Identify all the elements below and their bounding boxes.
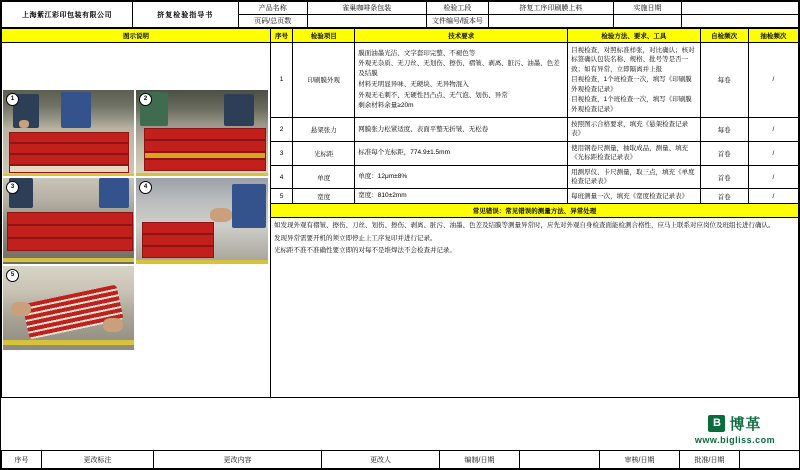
document-footer <box>1 450 800 469</box>
col-header-self-freq: 自检频次 <box>700 29 748 43</box>
footer-cell-reviewed: 审核/日期 <box>600 451 680 469</box>
photo-3 <box>2 177 135 265</box>
photo-panel <box>2 43 271 398</box>
row-3-item: 光标距 <box>293 141 355 165</box>
col-header-item: 检验项目 <box>293 29 355 43</box>
row-1-patrol-freq: / <box>748 43 798 118</box>
notes-body <box>271 218 799 398</box>
footer-cell-changer: 更改人 <box>322 451 440 469</box>
document-title: 挤复检验指导书 <box>133 2 239 28</box>
photo-badge-1: 1 <box>6 93 19 106</box>
row-1-method-3: 目视检查，1个班检查一次，填写《印刷膜外观检查记录》 <box>571 96 692 113</box>
row-4-self-freq: 首卷 <box>700 165 748 189</box>
col-header-method: 检验方法、要求、工具 <box>568 29 700 43</box>
row-1-req-2: 外观无杂质、无刀丝、无划伤、擦伤、褶皱、剥离、脏污、油墨、色差及结膜 <box>358 60 560 78</box>
company-name: 上海紫江彩印包装有限公司 <box>2 2 133 28</box>
label-product-name: 产品名称 <box>238 2 307 15</box>
row-3-patrol-freq: / <box>748 141 798 165</box>
notes-line-3: 光标距不准不准确性要立即的对每不是堆焊法不会检查并记录。 <box>274 246 456 254</box>
logo-url: www.bigliss.com <box>694 435 776 445</box>
row-3-methods: 使用钢卷尺测量，抽取成品，测量、填充《光标距检查记录表》 <box>568 141 700 165</box>
col-header-photos: 图示说明 <box>2 29 271 43</box>
footer-cell-prepared-value <box>520 451 600 469</box>
photo-2 <box>135 89 269 177</box>
row-3-no: 3 <box>271 141 293 165</box>
row-4-item: 单度 <box>293 165 355 189</box>
row-5-methods: 每班测量一次，填充《宽度检查记录表》 <box>568 189 700 204</box>
row-1-req-5: 剩余材料余量≥20m <box>358 102 414 110</box>
row-1-req-3: 材料无明显异味、无硬块、无异物混入 <box>358 80 469 88</box>
row-4-no: 4 <box>271 165 293 189</box>
footer-cell-prepared: 编制/日期 <box>440 451 520 469</box>
row-1-req-4: 外观无毛刺不、无硬性凹凸点、无气泡、划伤、异常 <box>358 91 508 99</box>
footer-cell-no: 序号 <box>2 451 42 469</box>
row-2-item: 悬架张力 <box>293 117 355 141</box>
col-header-requirement: 技术要求 <box>355 29 568 43</box>
photo-badge-5: 5 <box>6 269 19 282</box>
row-1-no: 1 <box>271 43 293 118</box>
row-5-requirements: 宽度：810±2mm <box>355 189 568 204</box>
document-header <box>1 1 799 28</box>
brand-logo <box>675 413 795 445</box>
row-5-no: 5 <box>271 189 293 204</box>
footer-cell-change-content: 更改内容 <box>154 451 322 469</box>
row-3-requirements: 标准每个光标距，774.9±1.5mm <box>355 141 568 165</box>
row-2-requirements: 网膜张力松紧适度、表面平整无折皱、无松卷 <box>355 117 568 141</box>
col-header-no: 序号 <box>271 29 293 43</box>
value-implement-date <box>682 2 799 15</box>
photo-1 <box>2 89 135 177</box>
inspection-table <box>1 28 799 398</box>
col-header-patrol-freq: 抽检频次 <box>748 29 798 43</box>
row-2-no: 2 <box>271 117 293 141</box>
row-2-patrol-freq: / <box>748 117 798 141</box>
row-1-methods <box>568 43 700 118</box>
notes-title: 常见错误：常见错误的测量方法、异常处理 <box>271 204 799 218</box>
label-inspection-section: 检验工段 <box>426 2 489 15</box>
value-blank-1 <box>682 15 799 28</box>
footer-cell-approved: 批准/日期 <box>680 451 740 469</box>
row-1-self-freq: 每卷 <box>700 43 748 118</box>
logo-mark-icon: B <box>708 415 725 432</box>
row-2-self-freq: 每卷 <box>700 117 748 141</box>
photo-empty <box>135 265 269 351</box>
photo-badge-4: 4 <box>139 181 152 194</box>
row-1-requirements <box>355 43 568 118</box>
label-page-number: 页码/总页数 <box>238 15 307 28</box>
photo-4 <box>135 177 269 265</box>
value-doc-number <box>489 15 613 28</box>
label-implement-date: 实施日期 <box>613 2 682 15</box>
footer-cell-approved-value <box>740 451 800 469</box>
photo-5 <box>2 265 135 351</box>
row-4-methods: 用测厚仪、卡尺测量，取三点，填充《单度检查记录表》 <box>568 165 700 189</box>
row-4-patrol-freq: / <box>748 165 798 189</box>
row-5-patrol-freq: / <box>748 189 798 204</box>
notes-line-2: 发现异常需要开机的须立即停止上工序复印并进行记录。 <box>274 234 437 242</box>
notes-line-1: 如发现外观有褶皱、擦伤、刀丝、划伤、擦伤、剥离、脏污、油墨、色差及结膜等测量异常时，应先对外观自身检查面能检测合格性，应马上联系对应岗位及班组长进行确认。 <box>274 222 775 230</box>
value-page-number <box>307 15 426 28</box>
photo-badge-3: 3 <box>6 181 19 194</box>
row-3-self-freq: 首卷 <box>700 141 748 165</box>
footer-cell-change-mark: 更改标注 <box>42 451 154 469</box>
row-1-method-2: 目视检查，1个班检查一次，填写《印刷膜外观检查记录》 <box>571 76 692 93</box>
row-2-methods: 按照图示合格要求，填充《悬架检查记录表》 <box>568 117 700 141</box>
value-product-name: 雀巢咖啡条包装 <box>307 2 426 15</box>
row-5-self-freq: 首卷 <box>700 189 748 204</box>
row-1-req-1: 膜面油墨光洁、文字套印完整、不褪色等 <box>358 49 476 57</box>
row-4-requirements: 单度：12μm±8% <box>355 165 568 189</box>
label-blank-1 <box>613 15 682 28</box>
row-5-item: 宽度 <box>293 189 355 204</box>
photo-badge-2: 2 <box>139 93 152 106</box>
row-1-item: 印刷膜外观 <box>293 43 355 118</box>
row-1-method-1: 目视检查，对照标准样张，对比确认；核对标签确认包装名称、规格、批号等是否一致；如有异常，立即隔离并上报 <box>571 47 695 73</box>
value-inspection-section: 挤复工序印刷膜上料 <box>489 2 613 15</box>
logo-name: 博革 <box>729 416 762 433</box>
label-doc-number: 文件编号/版本号 <box>426 15 489 28</box>
